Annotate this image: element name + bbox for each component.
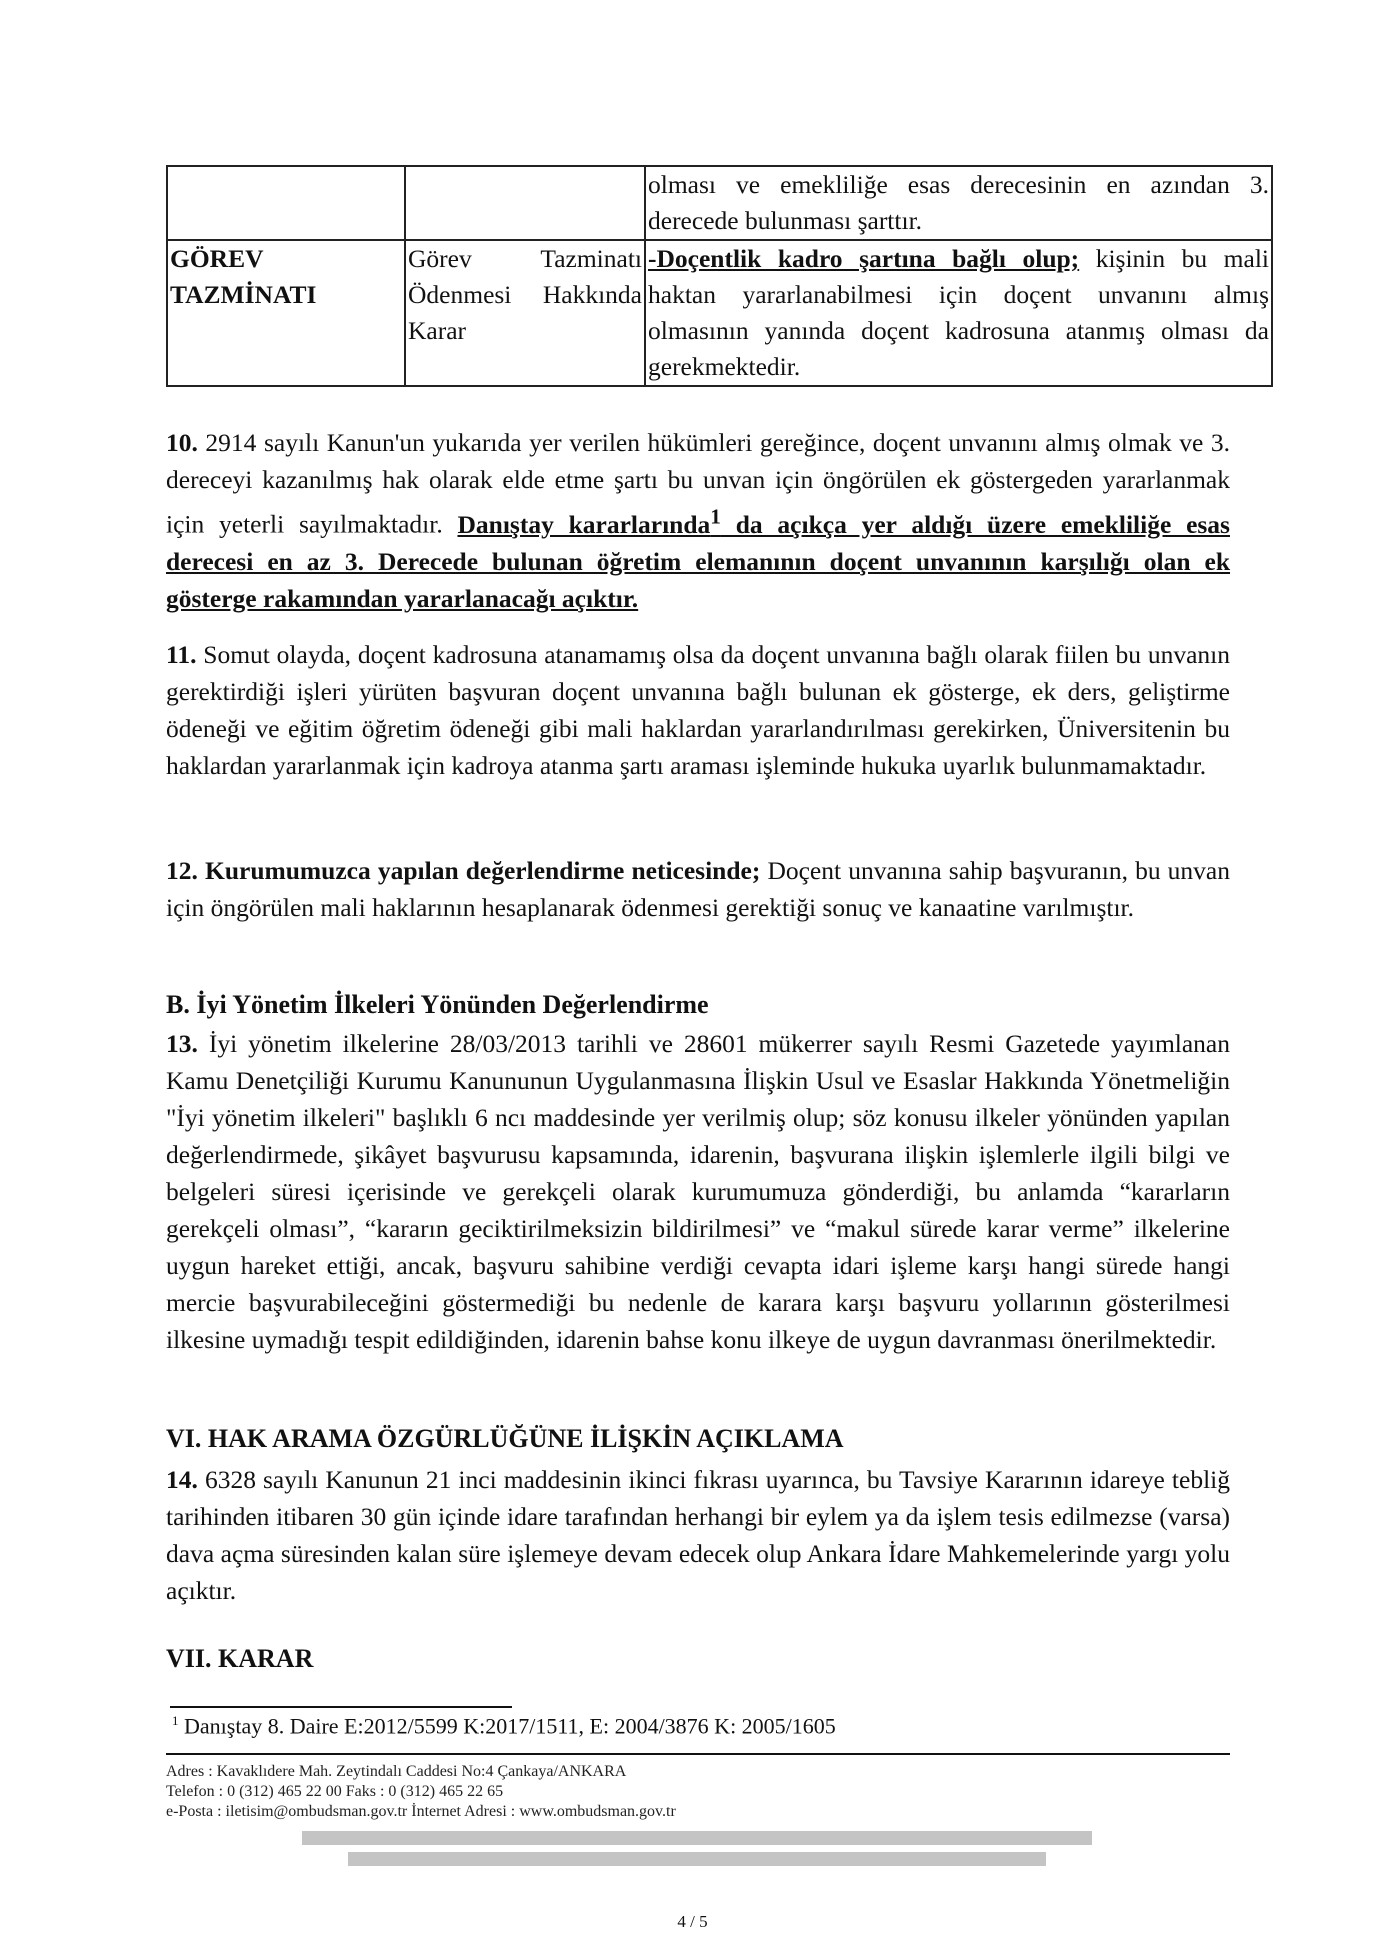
paragraph-number: 11. (166, 640, 197, 669)
paragraph-13 (166, 1025, 1230, 1358)
paragraph-text: 2914 sayılı Kanun'un yukarıda yer verilen hükümleri gereğince, doçent unvanını almış olmak ve 3. dereceyi kazanılmış hak olarak elde etme şartı bu unvan için öngörülen ek göstergeden yararlanmak için yeterli sayılmaktadır. (166, 428, 1230, 539)
paragraph-11 (166, 636, 1230, 784)
section-b-heading: B. İyi Yönetim İlkeleri Yönünden Değerlendirme (166, 990, 709, 1019)
footer-bar (302, 1831, 1092, 1845)
paragraph-lead: 12. Kurumumuzca yapılan değerlendirme neticesinde; (166, 856, 761, 885)
paragraph-text: İyi yönetim ilkelerine 28/03/2013 tarihli ve 28601 mükerrer sayılı Resmi Gazetede yayımlanan Kamu Denetçiliği Kurumu Kanununun Uygulanmasına İlişkin Usul ve Esaslar Hakkında Yönetmeliğin "İyi yönetim ilkeleri" başlıklı 6 ncı maddesinde yer verilmiş olup; söz konusu ilkeler yönünden yapılan değerlendirmede, şikâyet başvurusu kapsamında, idarenin, başvurana ilişkin işlemlerle ilgili bilgi ve belgeleri süresi içerisinde ve gerekçeli olarak kurumumuza gönderdiği, bu anlamda “kararların gerekçeli olması”, “kararın geciktirilmeksizin bildirilmesi” ve “makul sürede karar verme” ilkelerine uygun hareket ettiği, ancak, başvuru sahibine verdiği cevapta idari işleme karşı hangi sürede hangi mercie başvurabileceğini göstermediği bu nedenle de karara karşı başvuru yollarının gösterilmesi ilkesine uymadığı tespit edildiğinden, idarenin bahse konu ilkeye de uygun davranması önerilmektedir. (166, 1029, 1230, 1354)
paragraph-14 (166, 1461, 1230, 1609)
paragraph-text: Somut olayda, doçent kadrosuna atanamamış olsa da doçent unvanına bağlı olarak fiilen bu unvanın gerektirdiği işleri yürüten başvuran doçent unvanına bağlı bulunan ek gösterge, ek ders, geliştirme ödeneği ve eğitim öğretim ödeneği gibi mali haklardan yararlandırılması gerekirken, Üniversitenin bu haklardan yararlanmak için kadroya atanma şartı araması işleminde hukuka uyarlık bulunmamaktadır. (166, 640, 1230, 780)
footnote-text: Danıştay 8. Daire E:2012/5599 K:2017/1511, E: 2004/3876 K: 2005/1605 (178, 1713, 836, 1739)
footnote-ref: 1 (710, 504, 721, 528)
section-vii-heading: VII. KARAR (166, 1644, 314, 1673)
legal-table (166, 165, 1273, 387)
page-number: 4 / 5 (677, 1912, 708, 1931)
section-vi-heading: VI. HAK ARAMA ÖZGÜRLÜĞÜNE İLİŞKİN AÇIKLAMA (166, 1424, 844, 1453)
footer-email: e-Posta : iletisim@ombudsman.gov.tr İnternet Adresi : www.ombudsman.gov.tr (166, 1803, 676, 1820)
footer-bar (348, 1852, 1046, 1866)
emphasis-text: -Doçentlik kadro şartına bağlı olup; (648, 244, 1080, 273)
table-cell (645, 166, 1272, 240)
emphasis-part: da açıkça yer aldığı üzere emekliliğe esas derecesi en az 3. Derecede bulunan öğretim elemanının doçent unvanının karşılığı olan ek gösterge rakamından yararlanacağı açıktır. (166, 509, 1230, 613)
emphasis-part: Danıştay kararlarında (457, 509, 711, 539)
table-cell (167, 166, 405, 240)
paragraph-number: 14. (166, 1465, 198, 1494)
paragraph-12 (166, 852, 1230, 926)
table-row (167, 166, 1272, 240)
footer-phone: Telefon : 0 (312) 465 22 00 Faks : 0 (312) 465 22 65 (166, 1783, 504, 1800)
paragraph-number: 10. (166, 428, 198, 457)
table-cell-description (645, 240, 1272, 386)
paragraph-10 (166, 424, 1230, 617)
table-cell-text: derecede bulunması şarttır. (648, 206, 923, 235)
table-cell (405, 166, 645, 240)
table-cell-regulation: Görev Tazminatı Ödenmesi Hakkında Karar (405, 240, 645, 386)
footer-divider (166, 1753, 1230, 1755)
footer-address: Adres : Kavaklıdere Mah. Zeytindalı Caddesi No:4 Çankaya/ANKARA (166, 1763, 627, 1780)
body-text: kişinin bu mali haktan yararlanabilmesi için doçent unvanını almış olmasının yanında doçent kadrosuna atanmış olması da gerekmektedir. (648, 244, 1269, 381)
footnote (172, 1713, 836, 1739)
footnote-divider (170, 1706, 512, 1708)
paragraph-text: 6328 sayılı Kanunun 21 inci maddesinin ikinci fıkrası uyarınca, bu Tavsiye Kararının idareye tebliğ tarihinden itibaren 30 gün içinde idare tarafından herhangi bir eylem ya da işlem tesis edilmezse (varsa) dava açma süresinden kalan süre işlemeye devam edecek olup Ankara İdare Mahkemelerinde yargı yolu açıktır. (166, 1465, 1230, 1605)
paragraph-number: 13. (166, 1029, 198, 1058)
table-cell-text: olması ve emekliliğe esas derecesinin en azından 3. (648, 170, 1269, 199)
paragraph-text: Doçent unvanına sahip başvuranın, bu unvan için öngörülen mali haklarının hesaplanarak ödenmesi gerektiği sonuç ve kanaatine varılmıştır. (166, 856, 1230, 922)
table-cell-category: GÖREV TAZMİNATI (167, 240, 405, 386)
footnote-marker: 1 (172, 1713, 179, 1728)
table-row (167, 240, 1272, 386)
